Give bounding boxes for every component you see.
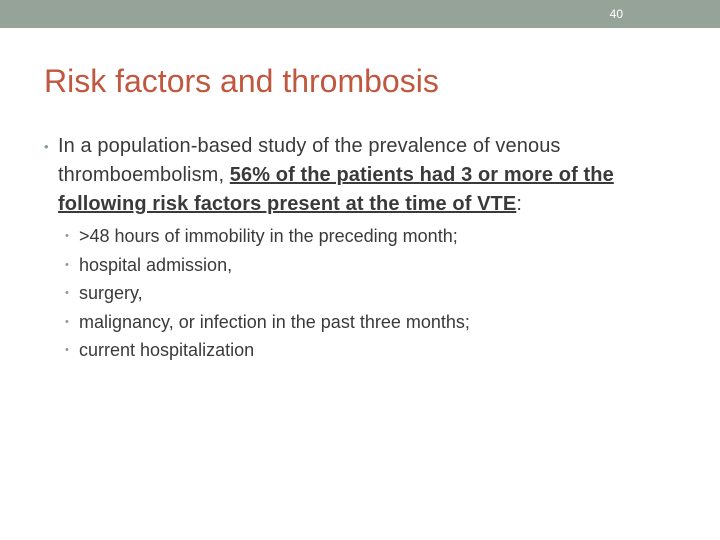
risk-factor-text: current hospitalization <box>79 340 255 360</box>
bullet-dot-icon: • <box>65 230 69 242</box>
slide-number: 40 <box>609 7 623 21</box>
bullet-dot-icon: • <box>65 315 69 328</box>
risk-factor-text: >48 hours of immobility in the preceding month; <box>79 226 458 246</box>
bullet-text-after: : <box>516 193 522 215</box>
bullet-emphasis: 56% of the patients had 3 or more of the following risk factors present at the time of VTE <box>58 164 614 215</box>
risk-factor-text: malignancy, or infection in the past three months; <box>79 311 470 332</box>
list-item <box>65 308 694 337</box>
bullet-dot-icon: • <box>65 287 69 299</box>
slide-body <box>44 132 694 365</box>
bullet-dot-icon: • <box>44 139 49 154</box>
main-bullet <box>44 132 694 219</box>
top-bar <box>0 0 720 28</box>
bullet-text-before: In a population-based study of the prevalence of venous thromboembolism, <box>58 135 561 186</box>
risk-factor-text: hospital admission, <box>79 254 233 275</box>
list-item <box>65 251 694 280</box>
bullet-dot-icon: • <box>65 258 69 271</box>
risk-factor-text: surgery, <box>79 283 143 303</box>
list-item <box>65 279 694 308</box>
list-item <box>65 222 694 251</box>
risk-factor-list <box>44 222 694 365</box>
bullet-dot-icon: • <box>65 344 69 356</box>
list-item <box>65 336 694 365</box>
slide-title: Risk factors and thrombosis <box>44 63 439 99</box>
